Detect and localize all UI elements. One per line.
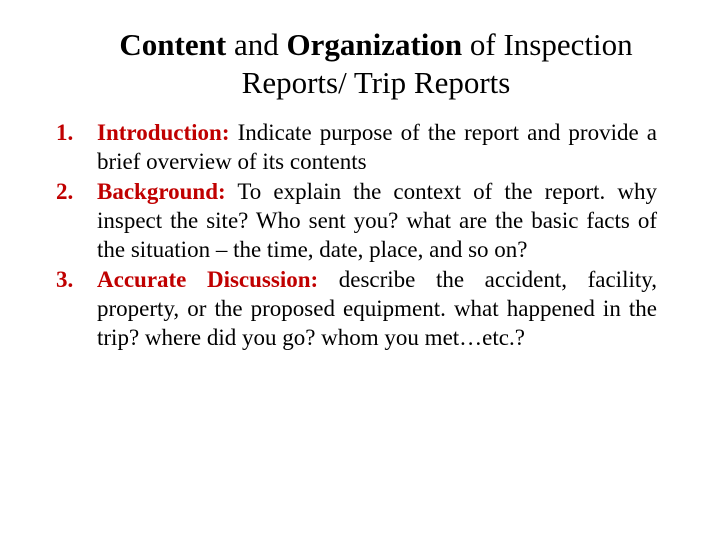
list-item-body	[97, 265, 657, 352]
list-item-heading: Background:	[97, 179, 226, 204]
title-text-of-inspection: of Inspection	[462, 27, 633, 62]
slide-title	[60, 26, 692, 102]
list-item-body	[97, 177, 657, 264]
list-number: 1.	[56, 120, 74, 145]
title-line-two: Reports/ Trip Reports	[241, 65, 511, 100]
title-bold-content: Content	[119, 27, 227, 62]
list-item-text: Indicate purpose of the report and provide a brief overview of its contents	[97, 120, 657, 174]
list-item-background	[0, 177, 720, 264]
title-bold-organization: Organization	[286, 27, 463, 62]
list-item-heading: Introduction:	[97, 120, 230, 145]
list-item-accurate-discussion	[0, 265, 720, 352]
title-text-and: and	[226, 27, 287, 62]
numbered-list	[0, 118, 720, 352]
list-number: 2.	[56, 179, 74, 204]
list-item-text: To explain the context of the report. why inspect the site? Who sent you? what are the basic facts of the situation – the time, date, place, and so on?	[97, 179, 657, 262]
list-item-text: describe the accident, facility, property, or the proposed equipment. what happened in the trip? where did you go? whom you met…etc.?	[97, 267, 657, 350]
list-number: 3.	[56, 267, 74, 292]
list-item-heading: Accurate Discussion:	[97, 267, 319, 292]
list-item-body	[97, 118, 657, 176]
list-item-introduction	[0, 118, 720, 176]
